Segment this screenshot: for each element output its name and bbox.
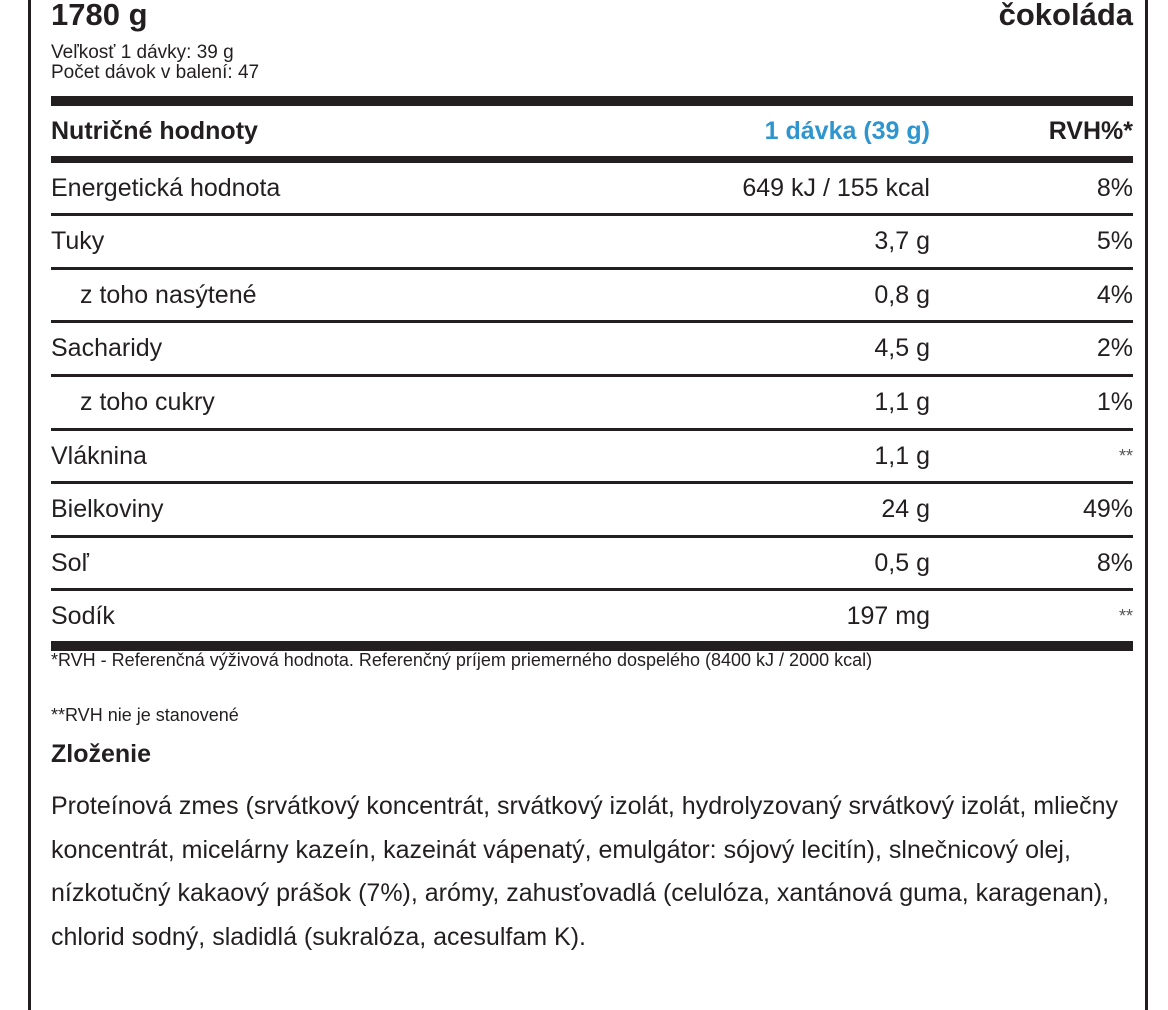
row-divider <box>51 320 1133 323</box>
nutrient-name: z toho nasýtené <box>80 281 257 309</box>
nutrient-amount: 24 g <box>881 495 930 523</box>
servings-per-pack: Počet dávok v balení: 47 <box>51 62 260 83</box>
table-row <box>51 432 1133 480</box>
rvh-footnote: *RVH - Referenčná výživová hodnota. Referenčný príjem priemerného dospelého (8400 kJ / 2000 kcal) <box>51 650 873 670</box>
serving-info <box>51 43 259 83</box>
nutrient-name: Sodík <box>51 602 115 630</box>
nutrient-rvh: 49% <box>1082 495 1133 523</box>
nutrient-rvh: 2% <box>1096 334 1133 362</box>
nutrient-name: Tuky <box>51 227 105 255</box>
nutrient-amount: 197 mg <box>846 602 930 630</box>
nutrient-name: Soľ <box>51 549 89 577</box>
nutrient-rvh: 8% <box>1096 549 1133 577</box>
nutrient-amount: 0,5 g <box>874 549 930 577</box>
nutrient-rvh: 1% <box>1096 388 1133 416</box>
table-row <box>51 539 1133 587</box>
table-row <box>51 217 1133 265</box>
nutrient-amount: 4,5 g <box>874 334 930 362</box>
nutrient-rvh: 4% <box>1096 281 1133 309</box>
composition-text: Proteínová zmes (srvátkový koncentrát, srvátkový izolát, hydrolyzovaný srvátkový izolát, mliečny koncentrát, micelárny kazeín, kazeinát vápenatý, emulgátor: sójový lecitín), slnečnicový olej, nízkotučný kakaový prášok (7%), arómy, zahusťovadlá (celulóza, xantánová guma, karagenan), chlorid sodný, sladidlá (sukralóza, acesulfam K). <box>51 792 1119 951</box>
nutrient-name: z toho cukry <box>80 388 215 416</box>
nutrient-amount: 3,7 g <box>874 227 930 255</box>
row-divider <box>51 428 1133 431</box>
product-weight: 1780 g <box>51 0 148 32</box>
serving-size: Veľkosť 1 dávky: 39 g <box>51 42 234 63</box>
nutrient-rvh: ** <box>1118 446 1133 466</box>
header-nutrients: Nutričné hodnoty <box>51 117 258 145</box>
divider-top <box>51 96 1133 106</box>
nutrient-name: Energetická hodnota <box>51 174 281 202</box>
divider-header <box>51 156 1133 163</box>
nutrient-rvh: 5% <box>1096 227 1133 255</box>
nutrient-rvh: 8% <box>1096 174 1133 202</box>
header-rvh: RVH%* <box>1048 117 1133 145</box>
nutrient-name: Vláknina <box>51 442 147 470</box>
table-row <box>51 164 1133 212</box>
table-row <box>51 592 1133 640</box>
product-flavor: čokoláda <box>998 0 1133 32</box>
header-serving: 1 dávka (39 g) <box>764 117 930 145</box>
row-divider <box>51 588 1133 591</box>
nutrient-rvh: ** <box>1118 606 1133 626</box>
nutrient-amount: 0,8 g <box>874 281 930 309</box>
row-divider <box>51 374 1133 377</box>
rvh-not-set-footnote: **RVH nie je stanovené <box>51 705 239 725</box>
nutrition-label <box>28 0 1148 1010</box>
table-row <box>51 324 1133 372</box>
row-divider <box>51 213 1133 216</box>
nutrient-name: Sacharidy <box>51 334 163 362</box>
row-divider <box>51 481 1133 484</box>
nutrient-amount: 1,1 g <box>874 442 930 470</box>
table-row <box>51 271 1133 319</box>
table-header <box>51 107 1133 155</box>
table-row <box>51 378 1133 426</box>
nutrient-amount: 649 kJ / 155 kcal <box>742 174 930 202</box>
row-divider <box>51 535 1133 538</box>
table-row <box>51 485 1133 533</box>
nutrient-name: Bielkoviny <box>51 495 164 523</box>
nutrient-amount: 1,1 g <box>874 388 930 416</box>
row-divider <box>51 267 1133 270</box>
composition-title: Zloženie <box>51 740 152 768</box>
